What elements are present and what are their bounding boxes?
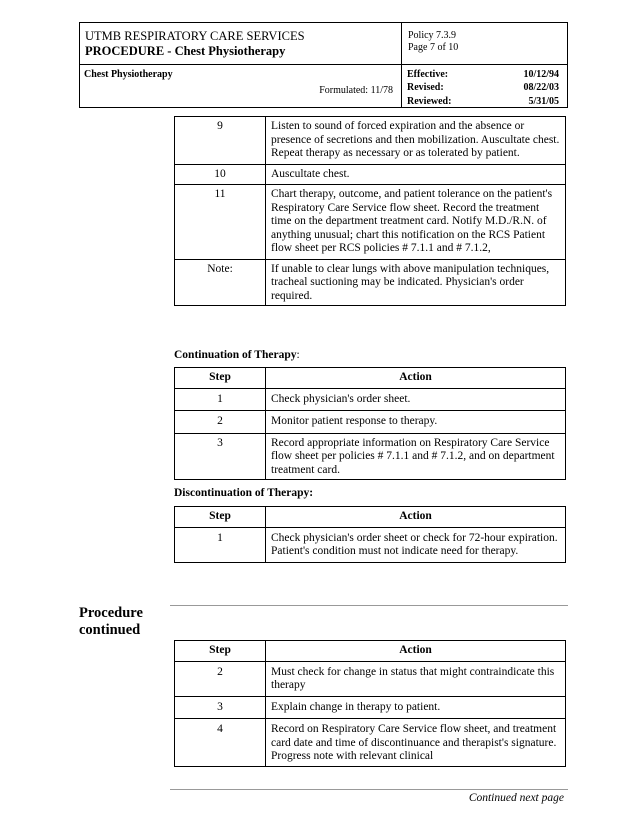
step-cell: 3 — [175, 433, 266, 480]
table-row — [175, 185, 566, 260]
action-cell: Explain change in therapy to patient. — [266, 696, 566, 719]
continuation-heading — [174, 349, 300, 361]
action-cell: Must check for change in status that might contraindicate this therapy — [266, 661, 566, 696]
revised-label: Revised: — [407, 82, 444, 93]
action-cell: Chart therapy, outcome, and patient tolerance on the patient's Respiratory Care Service flow sheet. Record the treatment time on the department treatment card. Notify M.D./R.N. of anything unusual; chart this notification on the RCS Patient flow sheet per RCS policies # 7.1.1 and # 7.1.2, — [266, 185, 566, 260]
reviewed-date: 5/31/05 — [528, 96, 559, 107]
step-cell: 9 — [175, 117, 266, 165]
side-label-procedure: Procedure — [79, 605, 143, 621]
action-column-header: Action — [266, 368, 566, 389]
table-header-row — [175, 641, 566, 662]
table-header-row — [175, 507, 566, 528]
steps-table — [174, 116, 566, 306]
table-row — [175, 661, 566, 696]
topic-label: Chest Physiotherapy — [84, 69, 173, 80]
effective-date: 10/12/94 — [523, 69, 559, 80]
header-divider — [401, 23, 402, 107]
footer-divider — [170, 789, 568, 790]
policy-number: Policy 7.3.9 — [408, 30, 457, 41]
discontinuation-label: Discontinuation of Therapy: — [174, 487, 314, 499]
step-column-header: Step — [175, 641, 266, 662]
note-label: Note: — [175, 259, 266, 306]
reviewed-label: Reviewed: — [407, 96, 452, 107]
discontinuation-table — [174, 506, 566, 563]
step-column-header: Step — [175, 368, 266, 389]
side-label-continued: continued — [79, 622, 141, 638]
table-row — [175, 411, 566, 434]
action-cell: Auscultate chest. — [266, 164, 566, 185]
action-cell: Record appropriate information on Respiratory Care Service flow sheet per policies # 7.1.1 and # 7.1.2, and on department treatment card. — [266, 433, 566, 480]
table-row — [175, 117, 566, 165]
step-cell: 2 — [175, 661, 266, 696]
formulated-date: Formulated: 11/78 — [319, 85, 393, 96]
action-column-header: Action — [266, 507, 566, 528]
step-cell: 3 — [175, 696, 266, 719]
section-divider — [170, 605, 568, 606]
action-cell: Check physician's order sheet. — [266, 388, 566, 411]
table-header-row — [175, 368, 566, 389]
continuation-label: Continuation of Therapy — [174, 349, 297, 361]
step-cell: 2 — [175, 411, 266, 434]
action-cell: Monitor patient response to therapy. — [266, 411, 566, 434]
continuation-table — [174, 367, 566, 480]
table-row — [175, 164, 566, 185]
table-row — [175, 719, 566, 767]
document-header — [79, 22, 568, 108]
note-text: If unable to clear lungs with above manipulation techniques, tracheal suctioning may be indicated. Physician's order required. — [266, 259, 566, 306]
department-name: UTMB RESPIRATORY CARE SERVICES — [85, 29, 305, 43]
action-cell: Record on Respiratory Care Service flow sheet, and treatment card date and time of discontinuance and therapist's signature. Progress note with relevant clinical — [266, 719, 566, 767]
action-cell: Listen to sound of forced expiration and the absence or presence of secretions and then mobilization. Auscultate chest. Repeat therapy as necessary or as tolerated by patient. — [266, 117, 566, 165]
page-number: Page 7 of 10 — [408, 42, 459, 53]
table-row — [175, 259, 566, 306]
action-cell: Check physician's order sheet or check for 72-hour expiration. Patient's condition must not indicate need for therapy. — [266, 527, 566, 562]
step-cell: 1 — [175, 527, 266, 562]
table-row — [175, 527, 566, 562]
procedure-title: PROCEDURE - Chest Physiotherapy — [85, 44, 286, 58]
continued-next-page: Continued next page — [468, 792, 564, 804]
action-column-header: Action — [266, 641, 566, 662]
step-cell: 10 — [175, 164, 266, 185]
table-row — [175, 388, 566, 411]
table-row — [175, 433, 566, 480]
procedure-continued-table — [174, 640, 566, 767]
table-row — [175, 696, 566, 719]
step-cell: 4 — [175, 719, 266, 767]
effective-label: Effective: — [407, 69, 449, 80]
section-side-label — [79, 605, 143, 639]
discontinuation-heading — [174, 487, 313, 499]
step-cell: 1 — [175, 388, 266, 411]
step-cell: 11 — [175, 185, 266, 260]
continuation-colon: : — [296, 349, 300, 361]
revised-date: 08/22/03 — [523, 82, 559, 93]
step-column-header: Step — [175, 507, 266, 528]
